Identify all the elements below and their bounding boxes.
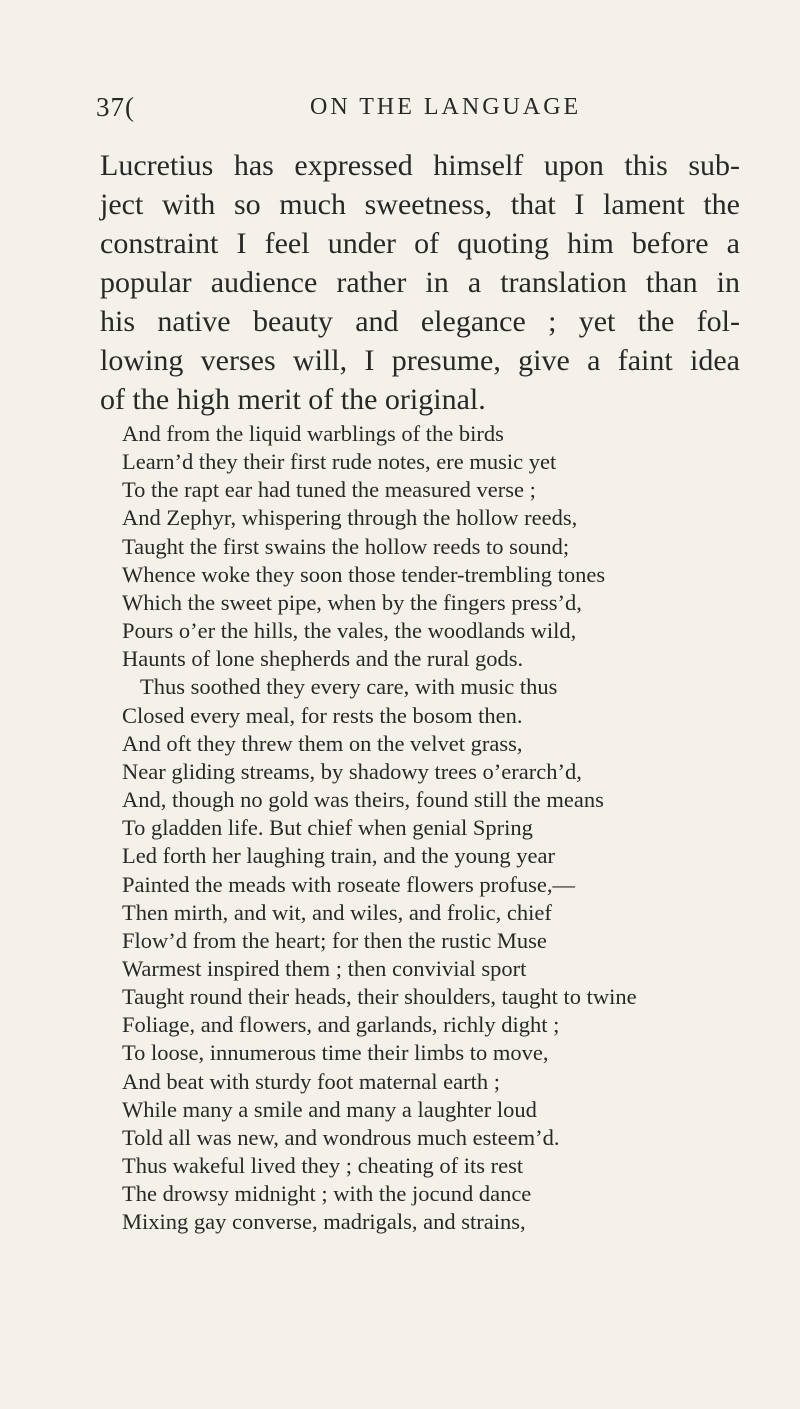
verse-line: While many a smile and many a laughter loud — [122, 1096, 537, 1122]
verse-line: Then mirth, and wit, and wiles, and frolic, chief — [122, 899, 552, 925]
verse-line: And from the liquid warblings of the birds — [122, 421, 504, 446]
verse-line: Taught the first swains the hollow reeds to sound; — [122, 533, 570, 559]
verse-line: And oft they threw them on the velvet grass, — [122, 730, 523, 756]
verse-line: Told all was new, and wondrous much esteem’d. — [122, 1124, 560, 1150]
verse-line: Warmest inspired them ; then convivial sport — [122, 955, 527, 981]
intro-line: ject with so much sweetness, that I lament the — [100, 188, 740, 221]
verse-line: Taught round their heads, their shoulders, taught to twine — [122, 984, 637, 1010]
verse-line: To gladden life. But chief when genial Spring — [122, 815, 533, 841]
verse-line: Learn’d they their first rude notes, ere music yet — [122, 449, 557, 475]
intro-line: of the high merit of the original. — [100, 383, 486, 416]
verse-line: To loose, innumerous time their limbs to move, — [122, 1040, 549, 1066]
intro-line: popular audience rather in a translation than in — [100, 266, 740, 299]
intro-line: lowing verses will, I presume, give a faint idea — [100, 344, 740, 377]
verse-line: Whence woke they soon those tender-trembling tones — [122, 561, 606, 587]
verse-line: Thus soothed they every care, with music thus — [140, 674, 558, 700]
verse-line: Painted the meads with roseate flowers profuse,— — [122, 871, 575, 897]
intro-paragraph — [100, 146, 740, 419]
verse-line: And Zephyr, whispering through the hollow reeds, — [122, 505, 578, 531]
verse-line: Haunts of lone shepherds and the rural gods. — [122, 646, 524, 672]
verse-block — [122, 420, 742, 1237]
intro-line: Lucretius has expressed himself upon this sub- — [100, 149, 740, 182]
verse-line: Near gliding streams, by shadowy trees o’erarch’d, — [122, 758, 582, 784]
verse-line: And beat with sturdy foot maternal earth ; — [122, 1068, 501, 1094]
page-number: 37( — [96, 92, 135, 122]
verse-line: And, though no gold was theirs, found still the means — [122, 787, 604, 813]
verse-line: Led forth her laughing train, and the young year — [122, 843, 555, 869]
verse-line: Which the sweet pipe, when by the fingers press’d, — [122, 589, 582, 615]
running-head: ON THE LANGUAGE — [310, 94, 582, 120]
verse-line: Closed every meal, for rests the bosom then. — [122, 702, 523, 728]
page-header — [96, 92, 736, 132]
intro-line: his native beauty and elegance ; yet the fol- — [100, 305, 740, 338]
verse-line: The drowsy midnight ; with the jocund dance — [122, 1181, 532, 1207]
verse-line: Pours o’er the hills, the vales, the woodlands wild, — [122, 618, 577, 644]
verse-line: Thus wakeful lived they ; cheating of its rest — [122, 1153, 524, 1179]
verse-line: Foliage, and flowers, and garlands, richly dight ; — [122, 1012, 560, 1038]
verse-line: Mixing gay converse, madrigals, and strains, — [122, 1209, 526, 1235]
verse-line: To the rapt ear had tuned the measured verse ; — [122, 477, 536, 503]
intro-line: constraint I feel under of quoting him before a — [100, 227, 740, 260]
verse-line: Flow’d from the heart; for then the rustic Muse — [122, 927, 547, 953]
